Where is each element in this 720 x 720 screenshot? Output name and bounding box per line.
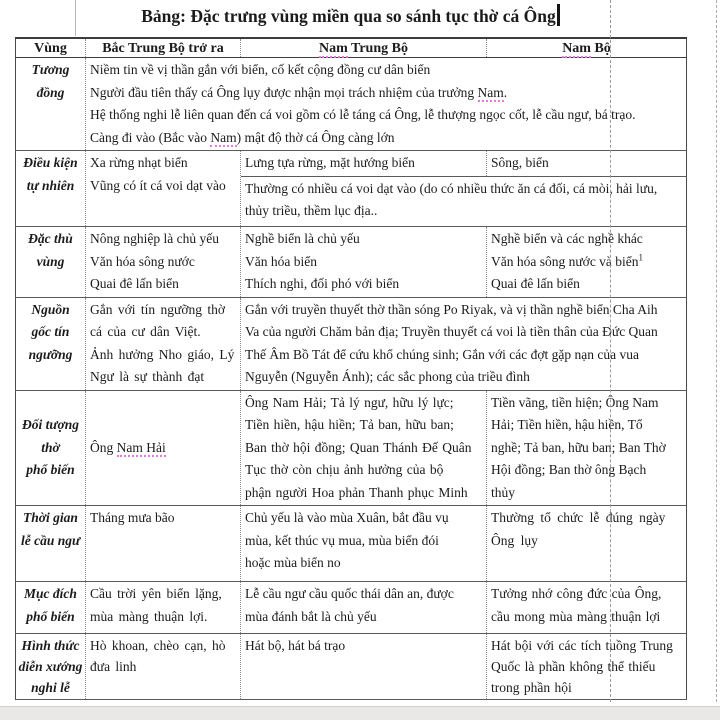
text-line: Hò khoan, chèo cạn, hò bbox=[90, 638, 226, 653]
cell-traits-north bbox=[86, 227, 241, 298]
header-cell-south-central: Nam Trung Bộ bbox=[241, 38, 487, 58]
label-line: Đặc thù bbox=[28, 231, 73, 246]
text-line: Cầu trời yên biển lặng, bbox=[90, 586, 222, 601]
text-line: Người đầu tiên thấy cá Ông lụy được nhận mọi trách nhiệm của trưởng Nam. bbox=[90, 84, 508, 100]
cell-natural-merged bbox=[241, 177, 686, 224]
header-cell-region: Vùng bbox=[16, 38, 86, 58]
text-line: Hệ thống nghi lễ liên quan đến cá voi gồm có lễ táng cá Ông, lễ thượng ngọc cốt, lễ cầu ngư, bá trạo. bbox=[90, 107, 636, 122]
text-line: Thường tổ chức lễ đúng ngày bbox=[491, 510, 666, 525]
misspelled-word: Nam bbox=[477, 84, 504, 100]
text-line: cầu mong mùa màng thuận lợi bbox=[491, 608, 661, 624]
cell-forms-south bbox=[487, 634, 687, 700]
text-line: Nghề biển là chủ yếu bbox=[245, 231, 360, 246]
text-line: Hải; Tiền hiền, hậu hiền, Tổ bbox=[491, 417, 643, 432]
label-line: Thời gian bbox=[23, 510, 78, 525]
text-line: Hát bộ, hát bá trạo bbox=[245, 638, 346, 653]
cell-natural-south-central: Lưng tựa rừng, mặt hướng biển bbox=[241, 151, 487, 176]
text-line: Ông lụy bbox=[491, 532, 538, 548]
text-line: mùa, kết thúc vụ mua, mùa biển đói bbox=[245, 532, 439, 548]
text-line: Văn hóa sông nước bbox=[90, 253, 195, 269]
row-regional-traits bbox=[16, 227, 687, 298]
text-line: Hội đồng; Ban thờ ông Bạch bbox=[491, 462, 647, 477]
row-label-ceremony-time bbox=[16, 506, 86, 582]
row-label-regional-traits bbox=[16, 227, 86, 298]
text-line: mùa đánh bắt là chủ yếu bbox=[245, 608, 377, 624]
cell-forms-north bbox=[86, 634, 241, 700]
text-line: đưa linh bbox=[90, 659, 137, 674]
cell-purpose-south-central bbox=[241, 582, 487, 634]
misspelled-word: Nam bbox=[319, 40, 348, 56]
text-line: Tháng mưa bão bbox=[90, 510, 175, 525]
text-line: Xa rừng nhạt biển bbox=[90, 155, 188, 170]
text-line: Hát bội với các tích tuồng Trung bbox=[491, 638, 673, 653]
row-label-natural-conditions bbox=[16, 151, 86, 227]
comparison-table bbox=[15, 37, 687, 700]
title-text: Bảng: Đặc trưng vùng miền qua so sánh tục thờ cá Ông bbox=[141, 6, 556, 26]
table-header-row bbox=[16, 38, 687, 58]
label-line: lễ cầu ngư bbox=[20, 532, 81, 548]
row-label-similarities bbox=[16, 58, 86, 151]
label-line: Đối tượng bbox=[22, 417, 79, 432]
cell-traits-south bbox=[487, 227, 687, 298]
text-line: nghề; Tả ban, hữu ban; Ban Thờ bbox=[491, 439, 666, 455]
text-line: cá của cư dân Việt. bbox=[90, 324, 201, 339]
label-line: Mục đích bbox=[24, 586, 77, 601]
text-line: Chủ yếu là vào mùa Xuân, bắt đầu vụ bbox=[245, 510, 449, 525]
label-line: Tương bbox=[31, 62, 70, 77]
row-common-purpose bbox=[16, 582, 687, 634]
text-line: Va của người Chăm bản địa; Truyền thuyết cá voi là tiền thân của Đức Quan bbox=[245, 324, 658, 339]
text-line: Ảnh hưởng Nho giáo, Lý bbox=[90, 346, 235, 362]
text-line: Ông Nam Hải bbox=[90, 439, 166, 455]
cell-time-north bbox=[86, 506, 241, 582]
cell-natural-south: Sông, biển bbox=[491, 155, 549, 170]
label-line: Điều kiện bbox=[23, 155, 78, 170]
text-line: mùa màng thuận lợi. bbox=[90, 608, 208, 624]
label-line: ngưỡng bbox=[28, 346, 73, 362]
row-label-performance-forms bbox=[16, 634, 86, 700]
document-title bbox=[15, 3, 686, 29]
text-line: Ban thờ hội đồng; Quan Thánh Đế Quân bbox=[245, 439, 472, 455]
misspelled-word: Nam bbox=[210, 129, 237, 145]
text-line: Văn hóa sông nước và biển$^1$ bbox=[491, 252, 644, 269]
text-line: Tưởng nhớ công đức của Ông, bbox=[491, 586, 662, 601]
footnote-marker: 1 bbox=[638, 252, 644, 262]
label-line: phổ biến bbox=[26, 462, 75, 477]
text-line: Quai đê lấn biển bbox=[90, 276, 179, 291]
text-line: Tục thờ còn chịu ảnh hưởng của bộ bbox=[245, 462, 444, 477]
cell-worship-south-central bbox=[241, 390, 487, 506]
text-line: Văn hóa biển bbox=[245, 253, 317, 269]
label-line: thờ bbox=[41, 439, 60, 455]
text-line: Nghề biển và các nghề khác bbox=[491, 231, 643, 246]
text-line: trong phần hội bbox=[491, 680, 572, 695]
text-line: Càng đi vào (Bắc vào Nam) mật độ thờ cá Ông càng lớn bbox=[90, 129, 395, 145]
row-belief-origin bbox=[16, 297, 687, 390]
text-line: Thế Âm Bồ Tát để cứu khổ chúng sinh; Gắn với các đợt gặp nạn của vua bbox=[245, 346, 639, 362]
text-line: Gắn với truyền thuyết thờ thần sóng Po Riyak, và vị thần nghề biển Cha Aih bbox=[245, 301, 658, 317]
label-line: diễn xướng bbox=[18, 659, 83, 674]
cell-purpose-south bbox=[487, 582, 687, 634]
text-line: Vũng có ít cá voi dạt vào bbox=[90, 177, 226, 193]
natural-subrow bbox=[241, 151, 686, 177]
header-cell-south: Nam Bộ bbox=[487, 38, 687, 58]
text-line: hoặc mùa biển no bbox=[245, 555, 341, 570]
label-line: Hình thức bbox=[21, 638, 80, 653]
label-line: nghi lễ bbox=[31, 680, 70, 695]
text-line: phận người Hoa phản Thanh phục Minh bbox=[245, 484, 468, 500]
misspelled-word: Nam bbox=[562, 40, 591, 56]
label-line: gốc tín bbox=[31, 324, 70, 339]
text-line: Quai đê lấn biển bbox=[491, 276, 580, 291]
row-ceremony-time bbox=[16, 506, 687, 582]
row-natural-conditions bbox=[16, 151, 687, 227]
cell-natural-south-group bbox=[241, 151, 687, 227]
row-label-worship-objects bbox=[16, 390, 86, 506]
text-line: Nông nghiệp là chủ yếu bbox=[90, 231, 219, 246]
cell-natural-north bbox=[86, 151, 241, 227]
cell-similarities-content bbox=[86, 58, 687, 151]
cell-traits-south-central bbox=[241, 227, 487, 298]
cell-belief-north bbox=[86, 297, 241, 390]
text-line: Nguyễn (Nguyễn Ánh); các sắc phong của triều đình bbox=[245, 369, 530, 384]
cell-worship-south bbox=[487, 390, 687, 506]
cell-worship-north bbox=[86, 390, 241, 506]
misspelled-word: Nam Hải bbox=[116, 439, 166, 455]
label-line: tự nhiên bbox=[26, 177, 75, 193]
cell-time-south bbox=[487, 506, 687, 582]
text-line: Lễ cầu ngư cầu quốc thái dân an, được bbox=[245, 586, 454, 601]
text-line: thủy bbox=[491, 484, 516, 500]
label-line: đồng bbox=[36, 84, 65, 100]
text-line: Thường có nhiều cá voi dạt vào (do có nhiều thức ăn cá đối, cá mòi, hải lưu, bbox=[245, 180, 658, 196]
table-gridline-right-dashed bbox=[716, 0, 717, 702]
label-line: Nguồn bbox=[31, 301, 70, 317]
text-cursor bbox=[557, 4, 560, 26]
text-line: Niềm tin về vị thần gắn với biển, cố kết cộng đồng cư dân biển bbox=[90, 62, 431, 77]
cell-time-south-central bbox=[241, 506, 487, 582]
table-gridline-dashed bbox=[610, 0, 611, 702]
text-line: Tiền vãng, tiền hiện; Ông Nam bbox=[491, 394, 659, 410]
row-label-belief-origin bbox=[16, 297, 86, 390]
cell-forms-south-central bbox=[241, 634, 487, 700]
label-line: phổ biến bbox=[26, 608, 75, 624]
text-line: Ngư là sự thành đạt bbox=[90, 369, 205, 384]
text-line: Quốc là phần không thể thiếu bbox=[491, 659, 656, 674]
row-worship-objects bbox=[16, 390, 687, 506]
table-gridline-stub bbox=[75, 0, 76, 36]
text-line: Gắn với tín ngưỡng thờ bbox=[90, 301, 225, 317]
text-line: Tiền hiền, hậu hiền; Tả ban, hữu ban; bbox=[245, 417, 454, 432]
text-line: Ông Nam Hải; Tả lý ngư, hữu lý lực; bbox=[245, 394, 454, 410]
cell-purpose-north bbox=[86, 582, 241, 634]
text-line: Thích nghi, đối phó với biển bbox=[245, 276, 400, 291]
row-performance-forms bbox=[16, 634, 687, 700]
label-line: vùng bbox=[36, 253, 65, 269]
window-bottom-band bbox=[0, 706, 720, 720]
cell-belief-merged bbox=[241, 297, 687, 390]
row-label-common-purpose bbox=[16, 582, 86, 634]
header-cell-north: Bắc Trung Bộ trở ra bbox=[86, 38, 241, 58]
row-similarities bbox=[16, 58, 687, 151]
text-line: thủy triều, thềm lục địa.. bbox=[245, 203, 378, 218]
